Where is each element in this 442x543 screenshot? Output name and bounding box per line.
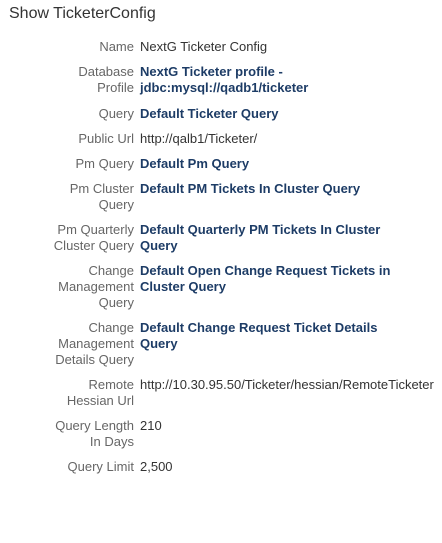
name-label: Name bbox=[99, 39, 134, 54]
database-profile-label: Database Profile bbox=[78, 64, 134, 95]
change-management-details-query-label: Change Management Details Query bbox=[55, 320, 134, 367]
name-value: NextG Ticketer Config bbox=[140, 39, 268, 54]
public-url-value: http://qalb1/Ticketer/ bbox=[140, 131, 258, 146]
remote-hessian-url-value: http://10.30.95.50/Ticketer/hessian/RemoteTicketer bbox=[140, 377, 434, 392]
remote-hessian-url-label: Remote Hessian Url bbox=[66, 377, 134, 408]
page-title: Show TicketerConfig bbox=[9, 5, 156, 22]
query-label: Query bbox=[98, 106, 134, 121]
field-row-pm-quarterly-cluster-query bbox=[0, 222, 442, 254]
pm-quarterly-cluster-query-label: Pm Quarterly Cluster Query bbox=[53, 222, 134, 253]
query-link[interactable]: Default Ticketer Query bbox=[140, 106, 279, 121]
field-row-query-length-in-days bbox=[0, 418, 442, 450]
query-limit-value: 2,500 bbox=[140, 459, 173, 474]
field-row-public-url bbox=[0, 131, 442, 147]
field-row-change-management-details-query bbox=[0, 320, 442, 368]
field-row-pm-cluster-query bbox=[0, 181, 442, 213]
query-length-in-days-label: Query Length In Days bbox=[55, 418, 134, 449]
pm-query-label: Pm Query bbox=[75, 156, 134, 171]
public-url-label: Public Url bbox=[78, 131, 134, 146]
field-row-change-management-query bbox=[0, 263, 442, 311]
field-row-query bbox=[0, 106, 442, 122]
change-management-query-link[interactable]: Default Open Change Request Tickets in Cluster Query bbox=[140, 263, 391, 294]
change-management-query-label: Change Management Query bbox=[58, 263, 134, 310]
field-row-database-profile bbox=[0, 64, 442, 96]
database-profile-link[interactable]: NextG Ticketer profile - jdbc:mysql://qadb1/ticketer bbox=[140, 64, 309, 95]
pm-query-link[interactable]: Default Pm Query bbox=[140, 156, 250, 171]
field-row-name bbox=[0, 39, 442, 55]
pm-quarterly-cluster-query-link[interactable]: Default Quarterly PM Tickets In Cluster Query bbox=[140, 222, 381, 253]
query-limit-label: Query Limit bbox=[67, 459, 134, 474]
change-management-details-query-link[interactable]: Default Change Request Ticket Details Query bbox=[140, 320, 378, 351]
pm-cluster-query-link[interactable]: Default PM Tickets In Cluster Query bbox=[140, 181, 361, 196]
field-row-pm-query bbox=[0, 156, 442, 172]
query-length-in-days-value: 210 bbox=[140, 418, 162, 433]
pm-cluster-query-label: Pm Cluster Query bbox=[69, 181, 134, 212]
field-row-query-limit bbox=[0, 459, 442, 475]
field-row-remote-hessian-url bbox=[0, 377, 442, 409]
ticketer-config-details bbox=[0, 39, 442, 484]
